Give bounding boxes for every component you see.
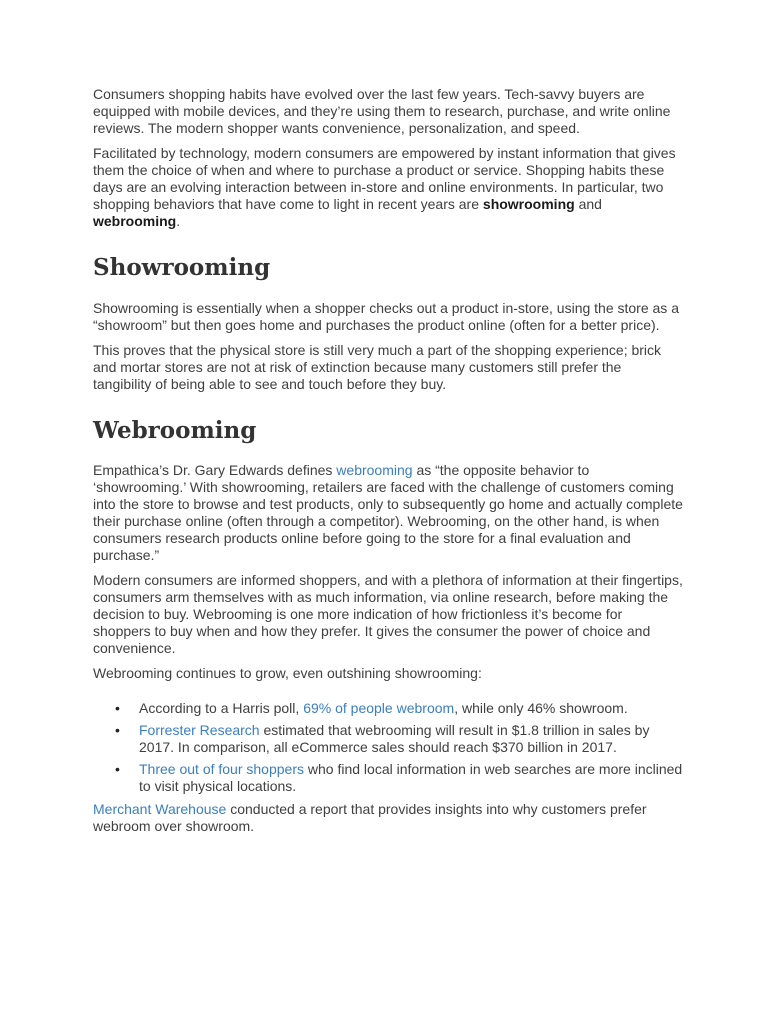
list-item-after: who find local information in web searches are more inclined to visit physical locations.	[139, 761, 683, 794]
bullet-icon: •	[115, 761, 120, 777]
webrooming-definition-link[interactable]: webrooming	[336, 462, 413, 478]
intro-paragraph-1: Consumers shopping habits have evolved over the last few years. Tech-savvy buyers are equipped with mobile devices, and they’re using them to research, purchase, and write online reviews. The modern shopper wants convenience, personalization, and speed.	[93, 86, 671, 136]
list-item-after: , while only 46% showroom.	[454, 700, 628, 716]
list-item	[93, 761, 683, 795]
list-item	[93, 700, 683, 717]
intro-paragraph-2	[93, 145, 683, 230]
webrooming-heading: Webrooming	[93, 417, 257, 444]
term-showrooming: showrooming	[482, 196, 575, 212]
document-page	[93, 86, 683, 843]
list-item-after: estimated that webrooming will result in $1.8 trillion in sales by 2017. In comparison, all eCommerce sales should reach $370 billion in 2017.	[139, 722, 650, 755]
webrooming-paragraph-2: Modern consumers are informed shoppers, and with a plethora of information at their fingertips, consumers arm themselves with as much information, via online research, before making the decision to buy. Webrooming is one more indication of how frictionless it’s become for shoppers to buy when and how they prefer. It gives the consumer the power of choice and convenience.	[93, 572, 683, 656]
webrooming-stats-list	[93, 700, 683, 795]
webrooming-paragraph-3: Webrooming continues to grow, even outshining showrooming:	[93, 665, 482, 681]
showrooming-heading: Showrooming	[93, 254, 271, 281]
list-item-before: According to a Harris poll,	[139, 700, 304, 716]
webrooming-paragraph-1	[93, 462, 683, 564]
list-item	[93, 722, 683, 756]
bullet-icon: •	[115, 700, 120, 716]
showrooming-paragraph-2: This proves that the physical store is still very much a part of the shopping experience; brick and mortar stores are not at risk of extinction because many customers still prefer the tangibility of being able to see and touch before they buy.	[93, 342, 662, 392]
intro-p2-end: .	[176, 213, 181, 229]
three-of-four-shoppers-link[interactable]: Three out of four shoppers	[139, 761, 304, 777]
merchant-warehouse-link[interactable]: Merchant Warehouse	[93, 801, 227, 817]
term-webrooming: webrooming	[93, 213, 177, 229]
webrooming-p1-before: Empathica’s Dr. Gary Edwards defines	[93, 462, 337, 478]
webrooming-p1-after: as “the opposite behavior to ‘showrooming.’ With showrooming, retailers are faced with the challenge of customers coming into the store to browse and test products, only to subsequently go home and actually complete their purchase online (often through a competitor). Webrooming, on the other hand, is when consumers research products online before going to the store for a final evaluation and purchase.”	[93, 462, 683, 563]
harris-poll-link[interactable]: 69% of people webroom	[303, 700, 455, 716]
forrester-research-link[interactable]: Forrester Research	[139, 722, 260, 738]
intro-p2-text: Facilitated by technology, modern consumers are empowered by instant information that gives them the choice of when and where to purchase a product or service. Shopping habits these days are an evolving interaction between in-store and online environments. In particular, two shopping behaviors that have come to light in recent years are	[93, 145, 676, 212]
bullet-icon: •	[115, 722, 120, 738]
intro-p2-and: and	[574, 196, 602, 212]
showrooming-paragraph-1: Showrooming is essentially when a shopper checks out a product in-store, using the store as a “showroom” but then goes home and purchases the product online (often for a better price).	[93, 300, 679, 333]
closing-text: conducted a report that provides insights into why customers prefer webroom over showroom.	[93, 801, 647, 834]
closing-paragraph	[93, 801, 683, 835]
